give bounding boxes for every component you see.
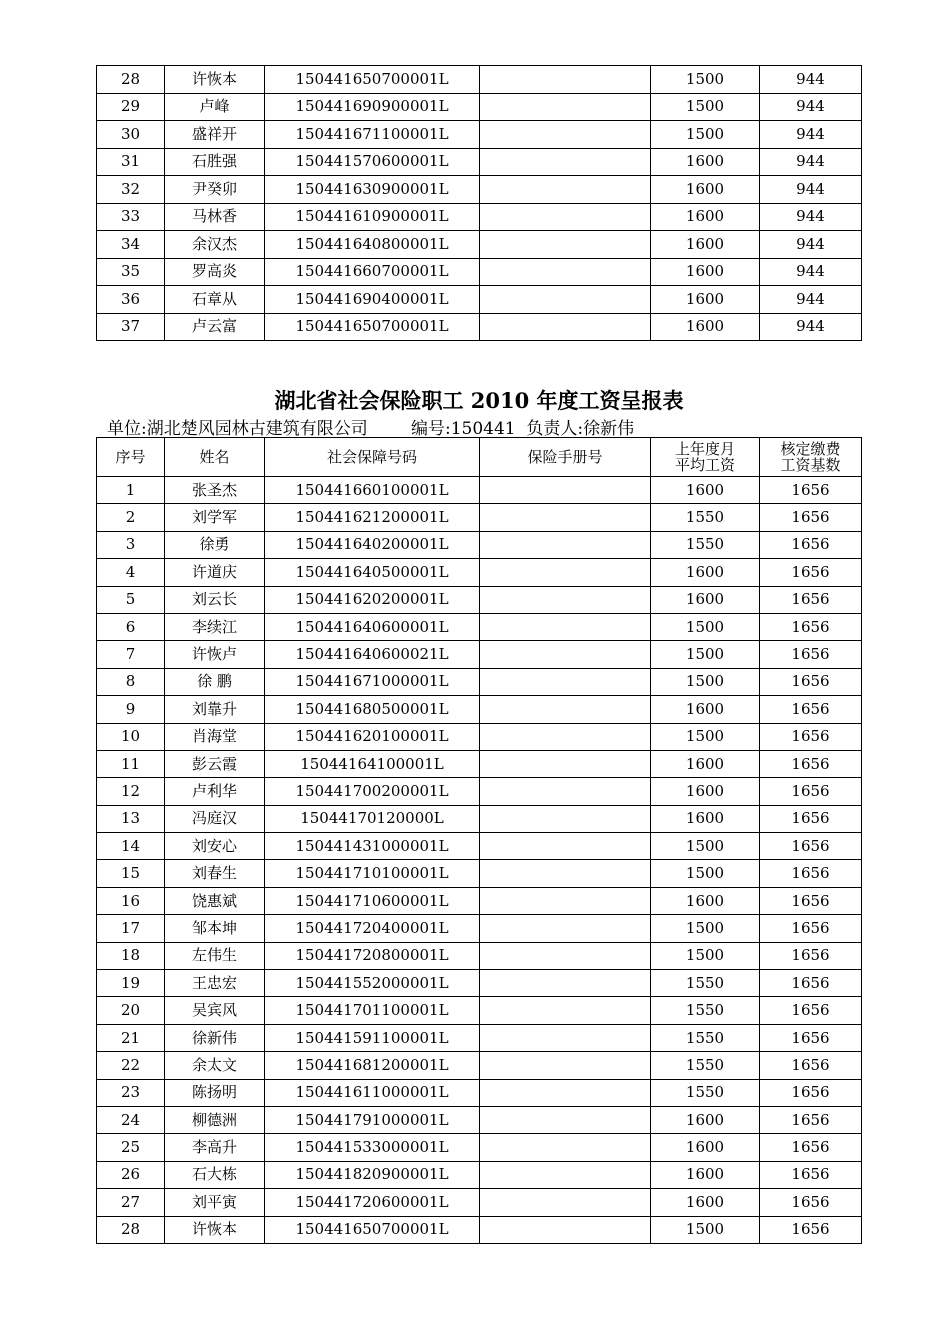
cell-base: 944 xyxy=(760,148,862,176)
cell-ssn: 150441690900001L xyxy=(265,93,480,121)
cell-wage: 1500 xyxy=(651,93,760,121)
header-base xyxy=(760,438,862,477)
cell-book xyxy=(480,915,651,942)
table-row xyxy=(97,559,862,586)
cell-book xyxy=(480,231,651,259)
cell-book xyxy=(480,477,651,504)
cell-ssn: 150441611000001L xyxy=(265,1079,480,1106)
cell-name: 徐 鹏 xyxy=(165,668,265,695)
cell-book xyxy=(480,1106,651,1133)
cell-wage: 1600 xyxy=(651,586,760,613)
cell-wage: 1600 xyxy=(651,559,760,586)
table-header-row xyxy=(97,438,862,477)
cell-no: 16 xyxy=(97,887,165,914)
cell-name: 柳德洲 xyxy=(165,1106,265,1133)
cell-ssn: 150441620100001L xyxy=(265,723,480,750)
cell-wage: 1550 xyxy=(651,1052,760,1079)
cell-no: 37 xyxy=(97,313,165,341)
table-row xyxy=(97,1134,862,1161)
cell-name: 陈扬明 xyxy=(165,1079,265,1106)
cell-name: 石大栋 xyxy=(165,1161,265,1188)
header-wage-line1: 上年度月 xyxy=(674,440,735,458)
cell-name: 刘春生 xyxy=(165,860,265,887)
table-row xyxy=(97,805,862,832)
cell-name: 徐勇 xyxy=(165,531,265,558)
cell-wage: 1500 xyxy=(651,942,760,969)
table-row xyxy=(97,477,862,504)
cell-book xyxy=(480,860,651,887)
cell-no: 18 xyxy=(97,942,165,969)
cell-wage: 1550 xyxy=(651,1024,760,1051)
table-row xyxy=(97,833,862,860)
cell-book xyxy=(480,176,651,204)
cell-name: 饶惠斌 xyxy=(165,887,265,914)
cell-no: 13 xyxy=(97,805,165,832)
table-row xyxy=(97,203,862,231)
table-row xyxy=(97,258,862,286)
cell-base: 944 xyxy=(760,258,862,286)
cell-book xyxy=(480,1189,651,1216)
cell-base: 1656 xyxy=(760,531,862,558)
wage-report-table xyxy=(96,437,862,1244)
table-row xyxy=(97,750,862,777)
cell-ssn: 150441650700001L xyxy=(265,1216,480,1243)
cell-no: 34 xyxy=(97,231,165,259)
cell-wage: 1600 xyxy=(651,805,760,832)
cell-book xyxy=(480,1216,651,1243)
report-title: 湖北省社会保险职工 2010 年度工资呈报表 xyxy=(274,388,684,413)
person-label: 负责人:徐新伟 xyxy=(526,419,635,439)
table-row xyxy=(97,1161,862,1188)
cell-no: 17 xyxy=(97,915,165,942)
cell-base: 944 xyxy=(760,121,862,149)
cell-ssn: 150441720600001L xyxy=(265,1189,480,1216)
table-row xyxy=(97,1024,862,1051)
cell-wage: 1600 xyxy=(651,778,760,805)
cell-wage: 1600 xyxy=(651,176,760,204)
continued-table xyxy=(96,65,862,341)
cell-name: 石章从 xyxy=(165,286,265,314)
cell-base: 1656 xyxy=(760,1106,862,1133)
cell-base: 1656 xyxy=(760,887,862,914)
cell-ssn: 150441533000001L xyxy=(265,1134,480,1161)
cell-ssn: 150441710600001L xyxy=(265,887,480,914)
cell-base: 1656 xyxy=(760,970,862,997)
cell-wage: 1600 xyxy=(651,1189,760,1216)
table-row xyxy=(97,942,862,969)
cell-base: 1656 xyxy=(760,1161,862,1188)
cell-wage: 1550 xyxy=(651,970,760,997)
table-row xyxy=(97,970,862,997)
cell-ssn: 150441720400001L xyxy=(265,915,480,942)
cell-no: 32 xyxy=(97,176,165,204)
cell-name: 刘平寅 xyxy=(165,1189,265,1216)
cell-ssn: 150441570600001L xyxy=(265,148,480,176)
cell-book xyxy=(480,613,651,640)
cell-name: 刘云长 xyxy=(165,586,265,613)
cell-name: 罗高炎 xyxy=(165,258,265,286)
cell-no: 8 xyxy=(97,668,165,695)
cell-book xyxy=(480,778,651,805)
cell-base: 1656 xyxy=(760,1216,862,1243)
cell-no: 21 xyxy=(97,1024,165,1051)
cell-ssn: 150441650700001L xyxy=(265,66,480,94)
cell-no: 5 xyxy=(97,586,165,613)
cell-wage: 1600 xyxy=(651,1106,760,1133)
cell-ssn: 150441431000001L xyxy=(265,833,480,860)
cell-wage: 1600 xyxy=(651,286,760,314)
cell-book xyxy=(480,696,651,723)
cell-wage: 1600 xyxy=(651,313,760,341)
cell-book xyxy=(480,203,651,231)
cell-no: 10 xyxy=(97,723,165,750)
table-row xyxy=(97,1052,862,1079)
cell-no: 22 xyxy=(97,1052,165,1079)
cell-book xyxy=(480,887,651,914)
cell-no: 35 xyxy=(97,258,165,286)
cell-name: 吴宾风 xyxy=(165,997,265,1024)
header-ssn: 社会保障号码 xyxy=(265,438,480,477)
cell-no: 6 xyxy=(97,613,165,640)
cell-book xyxy=(480,586,651,613)
cell-wage: 1550 xyxy=(651,1079,760,1106)
cell-wage: 1600 xyxy=(651,887,760,914)
cell-base: 1656 xyxy=(760,668,862,695)
header-base-line2: 工资基数 xyxy=(780,456,841,474)
cell-no: 25 xyxy=(97,1134,165,1161)
cell-book xyxy=(480,1079,651,1106)
header-name: 姓名 xyxy=(165,438,265,477)
cell-ssn: 150441620200001L xyxy=(265,586,480,613)
table-row xyxy=(97,313,862,341)
cell-book xyxy=(480,504,651,531)
cell-name: 刘靠升 xyxy=(165,696,265,723)
cell-wage: 1500 xyxy=(651,915,760,942)
cell-ssn: 150441660700001L xyxy=(265,258,480,286)
cell-ssn: 150441671000001L xyxy=(265,668,480,695)
cell-name: 盛祥开 xyxy=(165,121,265,149)
cell-wage: 1600 xyxy=(651,477,760,504)
table-row xyxy=(97,778,862,805)
cell-book xyxy=(480,970,651,997)
cell-book xyxy=(480,641,651,668)
cell-wage: 1500 xyxy=(651,121,760,149)
cell-base: 1656 xyxy=(760,477,862,504)
cell-wage: 1600 xyxy=(651,696,760,723)
cell-wage: 1500 xyxy=(651,723,760,750)
cell-name: 许道庆 xyxy=(165,559,265,586)
cell-base: 1656 xyxy=(760,860,862,887)
cell-wage: 1500 xyxy=(651,833,760,860)
cell-ssn: 150441630900001L xyxy=(265,176,480,204)
cell-base: 944 xyxy=(760,231,862,259)
cell-base: 1656 xyxy=(760,778,862,805)
cell-ssn: 150441610900001L xyxy=(265,203,480,231)
cell-ssn: 15044170120000L xyxy=(265,805,480,832)
cell-book xyxy=(480,1024,651,1051)
cell-no: 12 xyxy=(97,778,165,805)
table-row xyxy=(97,723,862,750)
cell-wage: 1600 xyxy=(651,258,760,286)
cell-name: 刘安心 xyxy=(165,833,265,860)
header-base-line1: 核定缴费 xyxy=(780,440,841,458)
cell-base: 1656 xyxy=(760,1189,862,1216)
wage-report-table-body xyxy=(97,477,862,1244)
cell-no: 4 xyxy=(97,559,165,586)
table-row xyxy=(97,997,862,1024)
cell-ssn: 150441791000001L xyxy=(265,1106,480,1133)
cell-book xyxy=(480,286,651,314)
cell-no: 23 xyxy=(97,1079,165,1106)
cell-book xyxy=(480,942,651,969)
cell-base: 1656 xyxy=(760,1079,862,1106)
cell-name: 肖海堂 xyxy=(165,723,265,750)
header-book: 保险手册号 xyxy=(480,438,651,477)
cell-ssn: 150441640800001L xyxy=(265,231,480,259)
table-row xyxy=(97,121,862,149)
cell-base: 1656 xyxy=(760,750,862,777)
table-row xyxy=(97,1189,862,1216)
table-row xyxy=(97,231,862,259)
cell-name: 余汉杰 xyxy=(165,231,265,259)
table-row xyxy=(97,860,862,887)
cell-base: 1656 xyxy=(760,915,862,942)
cell-wage: 1600 xyxy=(651,203,760,231)
cell-ssn: 150441552000001L xyxy=(265,970,480,997)
cell-base: 1656 xyxy=(760,504,862,531)
cell-wage: 1500 xyxy=(651,668,760,695)
cell-ssn: 150441660100001L xyxy=(265,477,480,504)
cell-name: 刘学军 xyxy=(165,504,265,531)
cell-book xyxy=(480,313,651,341)
cell-book xyxy=(480,559,651,586)
cell-ssn: 150441681200001L xyxy=(265,1052,480,1079)
cell-name: 卢利华 xyxy=(165,778,265,805)
cell-no: 9 xyxy=(97,696,165,723)
table-row xyxy=(97,668,862,695)
cell-base: 944 xyxy=(760,93,862,121)
cell-name: 卢云富 xyxy=(165,313,265,341)
table-row xyxy=(97,696,862,723)
cell-wage: 1600 xyxy=(651,231,760,259)
cell-name: 李续江 xyxy=(165,613,265,640)
table-row xyxy=(97,613,862,640)
cell-ssn: 150441820900001L xyxy=(265,1161,480,1188)
table-row xyxy=(97,641,862,668)
header-wage xyxy=(651,438,760,477)
cell-no: 14 xyxy=(97,833,165,860)
table-row xyxy=(97,504,862,531)
table-row xyxy=(97,887,862,914)
cell-ssn: 150441650700001L xyxy=(265,313,480,341)
code-label: 编号:150441 xyxy=(410,419,516,439)
cell-book xyxy=(480,66,651,94)
cell-ssn: 150441680500001L xyxy=(265,696,480,723)
cell-wage: 1600 xyxy=(651,1134,760,1161)
cell-ssn: 150441701100001L xyxy=(265,997,480,1024)
cell-wage: 1500 xyxy=(651,641,760,668)
cell-no: 20 xyxy=(97,997,165,1024)
cell-base: 1656 xyxy=(760,805,862,832)
cell-name: 徐新伟 xyxy=(165,1024,265,1051)
cell-no: 2 xyxy=(97,504,165,531)
cell-base: 944 xyxy=(760,313,862,341)
cell-wage: 1600 xyxy=(651,1161,760,1188)
cell-ssn: 150441640200001L xyxy=(265,531,480,558)
table-row xyxy=(97,93,862,121)
cell-book xyxy=(480,148,651,176)
cell-base: 1656 xyxy=(760,723,862,750)
table-row xyxy=(97,148,862,176)
unit-label: 单位:湖北楚风园林古建筑有限公司 xyxy=(107,419,368,439)
cell-base: 944 xyxy=(760,66,862,94)
cell-base: 1656 xyxy=(760,613,862,640)
cell-ssn: 150441720800001L xyxy=(265,942,480,969)
cell-book xyxy=(480,805,651,832)
cell-ssn: 150441621200001L xyxy=(265,504,480,531)
cell-wage: 1500 xyxy=(651,860,760,887)
header-wage-line2: 平均工资 xyxy=(674,456,735,474)
cell-book xyxy=(480,1134,651,1161)
cell-base: 1656 xyxy=(760,997,862,1024)
cell-no: 26 xyxy=(97,1161,165,1188)
cell-name: 李高升 xyxy=(165,1134,265,1161)
cell-no: 11 xyxy=(97,750,165,777)
cell-book xyxy=(480,1161,651,1188)
cell-name: 卢峰 xyxy=(165,93,265,121)
cell-base: 944 xyxy=(760,176,862,204)
cell-name: 邹本坤 xyxy=(165,915,265,942)
cell-wage: 1500 xyxy=(651,66,760,94)
header-no: 序号 xyxy=(97,438,165,477)
cell-ssn: 150441700200001L xyxy=(265,778,480,805)
table-row xyxy=(97,66,862,94)
cell-name: 左伟生 xyxy=(165,942,265,969)
cell-base: 1656 xyxy=(760,942,862,969)
cell-name: 余太文 xyxy=(165,1052,265,1079)
cell-book xyxy=(480,750,651,777)
cell-base: 1656 xyxy=(760,1052,862,1079)
cell-no: 36 xyxy=(97,286,165,314)
cell-ssn: 150441640500001L xyxy=(265,559,480,586)
cell-name: 石胜强 xyxy=(165,148,265,176)
cell-no: 24 xyxy=(97,1106,165,1133)
cell-wage: 1550 xyxy=(651,997,760,1024)
cell-wage: 1600 xyxy=(651,148,760,176)
cell-name: 尹癸卯 xyxy=(165,176,265,204)
cell-wage: 1600 xyxy=(651,750,760,777)
cell-no: 33 xyxy=(97,203,165,231)
cell-no: 15 xyxy=(97,860,165,887)
cell-name: 张圣杰 xyxy=(165,477,265,504)
cell-base: 1656 xyxy=(760,559,862,586)
cell-wage: 1500 xyxy=(651,613,760,640)
continued-table-body xyxy=(97,66,862,341)
cell-book xyxy=(480,668,651,695)
cell-ssn: 150441690400001L xyxy=(265,286,480,314)
cell-no: 7 xyxy=(97,641,165,668)
table-row xyxy=(97,531,862,558)
cell-name: 王忠宏 xyxy=(165,970,265,997)
cell-book xyxy=(480,997,651,1024)
cell-ssn: 150441671100001L xyxy=(265,121,480,149)
cell-book xyxy=(480,258,651,286)
cell-book xyxy=(480,531,651,558)
table-row xyxy=(97,286,862,314)
cell-wage: 1500 xyxy=(651,1216,760,1243)
cell-name: 许恢本 xyxy=(165,66,265,94)
cell-ssn: 150441640600001L xyxy=(265,613,480,640)
cell-wage: 1550 xyxy=(651,504,760,531)
cell-base: 944 xyxy=(760,203,862,231)
cell-no: 1 xyxy=(97,477,165,504)
cell-name: 彭云霞 xyxy=(165,750,265,777)
cell-wage: 1550 xyxy=(651,531,760,558)
cell-ssn: 150441640600021L xyxy=(265,641,480,668)
cell-no: 3 xyxy=(97,531,165,558)
cell-no: 28 xyxy=(97,66,165,94)
cell-ssn: 150441710100001L xyxy=(265,860,480,887)
cell-book xyxy=(480,1052,651,1079)
cell-name: 许恢本 xyxy=(165,1216,265,1243)
cell-book xyxy=(480,723,651,750)
cell-no: 27 xyxy=(97,1189,165,1216)
cell-book xyxy=(480,93,651,121)
report-subtitle xyxy=(107,414,634,439)
cell-no: 30 xyxy=(97,121,165,149)
cell-base: 1656 xyxy=(760,833,862,860)
table-row xyxy=(97,1106,862,1133)
cell-name: 冯庭汉 xyxy=(165,805,265,832)
cell-ssn: 150441591100001L xyxy=(265,1024,480,1051)
cell-base: 944 xyxy=(760,286,862,314)
cell-name: 许恢卢 xyxy=(165,641,265,668)
cell-name: 马林香 xyxy=(165,203,265,231)
table-row xyxy=(97,1079,862,1106)
table-row xyxy=(97,586,862,613)
cell-base: 1656 xyxy=(760,1134,862,1161)
cell-book xyxy=(480,833,651,860)
cell-base: 1656 xyxy=(760,586,862,613)
cell-base: 1656 xyxy=(760,641,862,668)
cell-ssn: 15044164100001L xyxy=(265,750,480,777)
cell-no: 29 xyxy=(97,93,165,121)
cell-base: 1656 xyxy=(760,1024,862,1051)
cell-no: 28 xyxy=(97,1216,165,1243)
cell-no: 19 xyxy=(97,970,165,997)
table-row xyxy=(97,176,862,204)
cell-book xyxy=(480,121,651,149)
table-row xyxy=(97,1216,862,1243)
cell-base: 1656 xyxy=(760,696,862,723)
table-row xyxy=(97,915,862,942)
cell-no: 31 xyxy=(97,148,165,176)
